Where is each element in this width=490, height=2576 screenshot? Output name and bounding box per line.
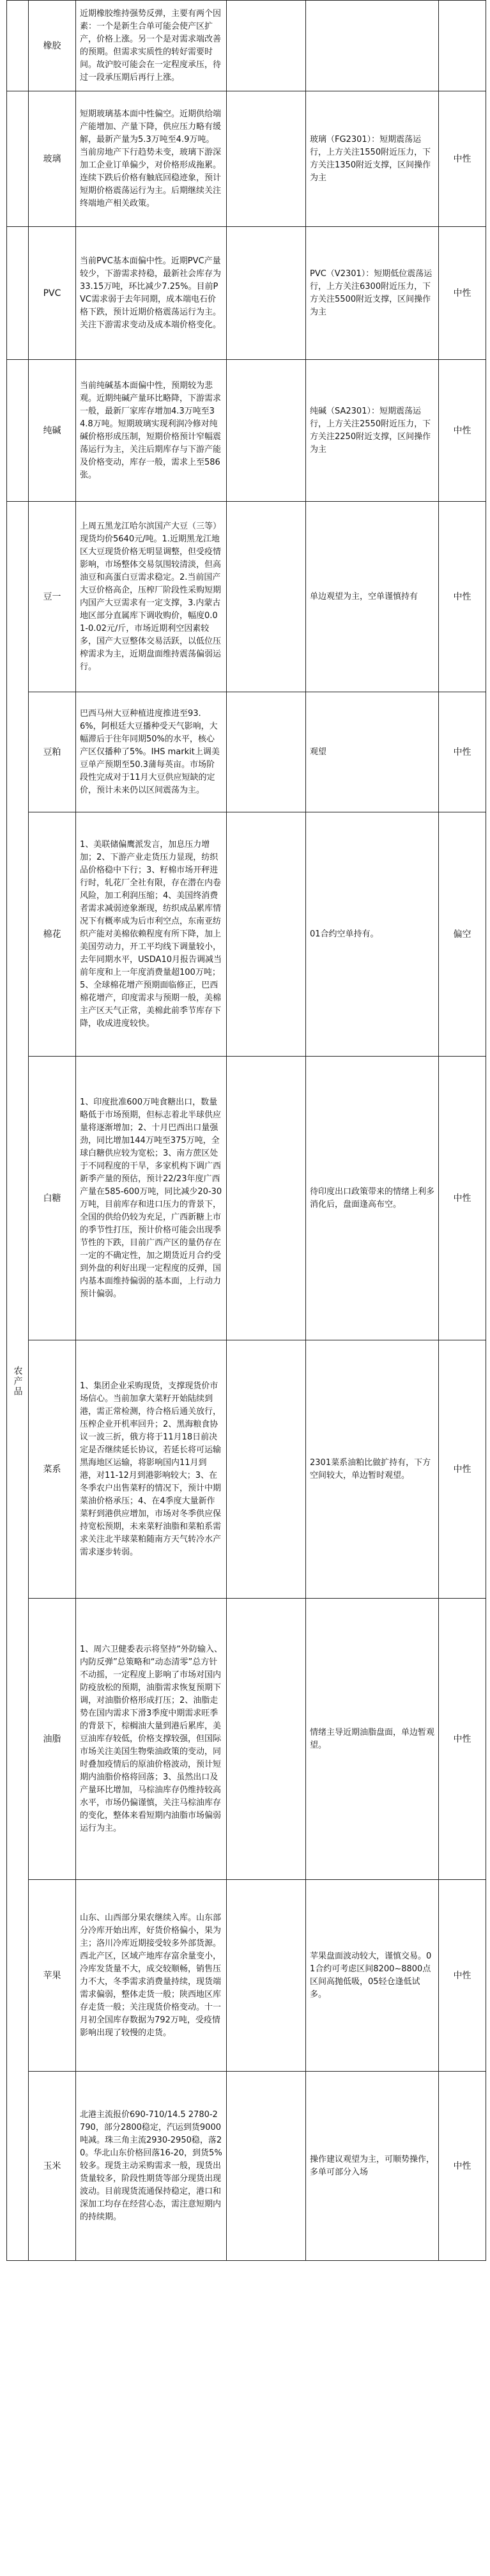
stance-label: 中性: [439, 2072, 486, 2261]
table-row: [7, 91, 486, 227]
commodity-name: 白糖: [29, 1057, 76, 1340]
table-row: [7, 1599, 486, 1880]
fundamental-analysis: 山东、山西部分果农继续入库。山东部分冷库开始出库，好货价格偏小，果为主；洛川冷库近期接受较多外部货源。西北产区，区域产地库存富余量变小，冷库发货量不大，成交较顺畅，销售压力不大，冬季需求消费量持续，现货端需求偏弱，整体走货一般；陕西地区库存走货一般；关注现货价格变动。十一月初全国库存数据为792万吨，受疫情影响出现了较慢的走货。: [76, 1880, 227, 2072]
table-row: [7, 1, 486, 91]
spacer-cell: [227, 1880, 306, 2072]
spacer-cell: [227, 692, 306, 812]
commodity-name: 豆一: [29, 502, 76, 692]
commodity-name: 菜系: [29, 1340, 76, 1599]
fundamental-analysis: 1、美联储偏鹰派发言，加息压力增加；2、下游产业走货压力显现，纺织品价格稳中下行；3、籽棉市场开秤进行时，轧花厂全社有限，存在潜在内卷风险，加工利润压缩；4、美国终消费者需求减弱迹象渐现，纺织成品累库情况下有概率成为后市利空点，东南亚纺织产能对美棉依赖程度有所下降，加上美国劳动力，开工平均线下调量较小，去年同期水平，USDA10月报告调减当前年度和上一年度消费量超100万吨；5、全球棉花增产预期面临修正，巴西棉花增产，印度需求与预期一般，美棉主产区天气正常，美棉此前季节库存下降，收成进度较快。: [76, 812, 227, 1057]
stance-label: 中性: [439, 1057, 486, 1340]
operation-view: 操作建议观望为主，可顺势操作，多单可部分入场: [306, 2072, 439, 2261]
spacer-cell: [227, 1340, 306, 1599]
stance-label: 中性: [439, 1340, 486, 1599]
table-row: [7, 812, 486, 1057]
stance-label: 中性: [439, 227, 486, 360]
operation-view: 01合约空单持有。: [306, 812, 439, 1057]
fundamental-analysis: 当前PVC基本面偏中性。近期PVC产量较少，下游需求持稳，最新社会库存为33.15万吨，环比减少7.25%。目前PVC需求弱于去年同期，成本端电石价格下跌，预计近期价格震荡运行为主。关注下游需求变动及成本端价格变化。: [76, 227, 227, 360]
spacer-cell: [227, 227, 306, 360]
commodity-name: 油脂: [29, 1599, 76, 1880]
fundamental-analysis: 短期玻璃基本面中性偏空。近期供给端产能增加、产量下降，供应压力略有缓解，最新产量为5.3万吨至4.9万吨。当前房地产下行趋势未变，玻璃下游深加工企业订单偏少，对价格形成拖累。连续下跌后价格有触底回稳迹象，预计短期价格震荡运行为主。后期继续关注终端地产相关政策。: [76, 91, 227, 227]
commodity-name: 棉花: [29, 812, 76, 1057]
operation-view: [306, 1, 439, 91]
operation-view: 玻璃（FG2301）：短期震荡运行，上方关注1550附近压力，下方关注1350附近支撑，区间操作为主: [306, 91, 439, 227]
commodity-name: PVC: [29, 227, 76, 360]
operation-view: 单边观望为主，空单谨慎持有: [306, 502, 439, 692]
category-cell-top: [7, 1, 29, 91]
spacer-cell: [227, 502, 306, 692]
fundamental-analysis: 1、集团企业采购现货，支撑现货价市场信心。当前加拿大菜籽开始陆续到港，需正常检测，待合格后通关放行，压榨企业开机率回升；2、黑海粮食协议一波三折，俄方将于11月18日前决定是否继续延长协议，若延长将可运输黑海地区运输，将影响国内11月到港，对11-12月到港影响较大；3、在冬季农户出售菜籽的情况下，预计中期菜油价格承压；4、在4季度大量新作菜籽到港供应增加，市场对冬季供应保持宽松预期，未来菜籽油脂和菜粕系需求关注北半球菜粕随南方天气转冷水产需求逐步转弱。: [76, 1340, 227, 1599]
category-cell-top: [7, 360, 29, 502]
stance-label: 中性: [439, 360, 486, 502]
stance-label: 中性: [439, 692, 486, 812]
spacer-cell: [227, 91, 306, 227]
operation-view: 2301菜系油粕比做扩持有，下方空间较大，单边暂时观望。: [306, 1340, 439, 1599]
fundamental-analysis: 1、印度批准600万吨食糖出口，数量略低于市场预期，但标志着北半球供应量将逐渐增加；2、十月巴西出口量强劲，同比增加144万吨至375万吨，全球白糖供应较为宽松；3、南方蔗区处于不同程度的干旱，多家机构下调广西新季产量的预估，预计22/23年度广西产量在585-600万吨，同比减少20-30万吨，目前库存和进口压力的背景下，全国的供给仍较为充足，广西新糖上市的季节性打压，预计价格可能会出现季节性的下跌，目前广西产区的量仍存在一定的不确定性，加之期货近月合约受到外盘的利好出现一定程度的反弹，国内基本面维持偏弱的基本面，上行动力预计偏弱。: [76, 1057, 227, 1340]
operation-view: 观望: [306, 692, 439, 812]
table-row: [7, 502, 486, 692]
fundamental-analysis: 1、周六卫健委表示将坚持“外防输入、内防反弹”总策略和“动态清零”总方针不动摇，一定程度上影响了市场对国内防疫放松的预期，油脂需求恢复预期下调，对油脂价格形成打压；2、油脂走势在国内需求下滑3季度中期需求旺季的背景下，棕榈油大量到港后累库，美豆油库存较低，价格支撑较强，但国际市场关注美国生物柴油政策的变动，同时叠加疫情后的原油价格波动，预计短期内油脂价格将回落；3、虽然出口及产量环比增加，马棕油库存仍维持较高水平，市场仍偏谨慎，关注马棕油库存的变化，整体来看短期内油脂市场偏弱运行为主。: [76, 1599, 227, 1880]
commodity-name: 苹果: [29, 1880, 76, 2072]
stance-label: 中性: [439, 1880, 486, 2072]
stance-label: 中性: [439, 1599, 486, 1880]
table-row: [7, 1880, 486, 2072]
fundamental-analysis: 当前纯碱基本面偏中性，预期较为悲观。近期纯碱产量环比略降，下游需求一般，最新厂家库存增加4.3万吨至34.8万吨。短期玻璃实现利润冷修对纯碱价格形成压制，短期价格预计窄幅震荡运行为主，关注后期库存与下游产能及价格变动，库存一般，需求上至586张。: [76, 360, 227, 502]
operation-view: 苹果盘面波动较大，谨慎交易。01合约可考虑区间8200~8800点区间高抛低吸，05轻仓逢低试多。: [306, 1880, 439, 2072]
stance-label: [439, 1, 486, 91]
stance-label: 偏空: [439, 812, 486, 1057]
table-row: [7, 1340, 486, 1599]
spacer-cell: [227, 1, 306, 91]
stance-label: 中性: [439, 91, 486, 227]
operation-view: PVC（V2301）：短期低位震荡运行，上方关注6300附近压力，下方关注5500附近支撑，区间操作为主: [306, 227, 439, 360]
operation-view: 纯碱（SA2301）：短期震荡运行，上方关注2550附近压力，下方关注2250附近支撑，区间操作为主: [306, 360, 439, 502]
category-cell-top: [7, 91, 29, 227]
table-row: [7, 227, 486, 360]
commodity-name: 橡胶: [29, 1, 76, 91]
commodity-name: 纯碱: [29, 360, 76, 502]
operation-view: 待印度出口政策带来的情绪上利多消化后，盘面逢高布空。: [306, 1057, 439, 1340]
fundamental-analysis: 上周五黑龙江哈尔滨国产大豆（三等）现货均价5640元/吨。1.近期黑龙江地区大豆现货价格无明显调整，但受疫情影响，市场整体交易氛围较清淡，但高油豆和高蛋白豆需求稳定。2.当前国产大豆价格高企，压榨厂阶段性采购短期内国产大豆需求有一定支撑，3.内蒙古地区部分直属库下调收购价，幅度0.01-0.02元/斤，市场近期利空因素较多，国产大豆整体交易活跃，以低位压榨需求为主，近期盘面维持震荡偏弱运行。: [76, 502, 227, 692]
spacer-cell: [227, 812, 306, 1057]
commodity-name: 玻璃: [29, 91, 76, 227]
operation-view: 情绪主导近期油脂盘面，单边暂观望。: [306, 1599, 439, 1880]
category-cell-top: [7, 227, 29, 360]
commodity-analysis-table: [6, 0, 486, 2261]
commodity-name: 玉米: [29, 2072, 76, 2261]
table-row: [7, 1057, 486, 1340]
table-row: [7, 2072, 486, 2261]
stance-label: 中性: [439, 502, 486, 692]
commodity-name: 豆粕: [29, 692, 76, 812]
fundamental-analysis: 北港主流报价690-710/14.5 2780-2790，部分2800稳定，汽运到货9000吨减。珠三角主流2930-2950稳，落20。华北山东价格回落16-20，到货5%较多。现货主动采购需求一般，现货出货量较多，阶段性期货等部分现货出现波动。目前现货流通保持稳定，港口和深加工均存在经营心态，需注意短期内的持续期。: [76, 2072, 227, 2261]
spacer-cell: [227, 1057, 306, 1340]
fundamental-analysis: 近期橡胶维持强势反弹，主要有两个因素：一个是新生合单可能会使产区扩产，价格上涨。另一个是对需求端改善的预期。但需求实质性的转好需要时间。故沪胶可能会在一定程度承压，待过一段承压期后再行上涨。: [76, 1, 227, 91]
spacer-cell: [227, 1599, 306, 1880]
table-row: [7, 360, 486, 502]
spacer-cell: [227, 2072, 306, 2261]
spacer-cell: [227, 360, 306, 502]
category-label: 农产品: [7, 502, 29, 2261]
fundamental-analysis: 巴西马州大豆种植进度推进至93.6%，阿根廷大豆播种受天气影响，大幅滞后于往年同期50%的水平，核心产区仅播种了5%。IHS markit上调美豆单产预期至50.3蒲每英亩。市场阶段性完成对于11月大豆供应短缺的定价，预计未来仍以区间震荡为主。: [76, 692, 227, 812]
table-row: [7, 692, 486, 812]
